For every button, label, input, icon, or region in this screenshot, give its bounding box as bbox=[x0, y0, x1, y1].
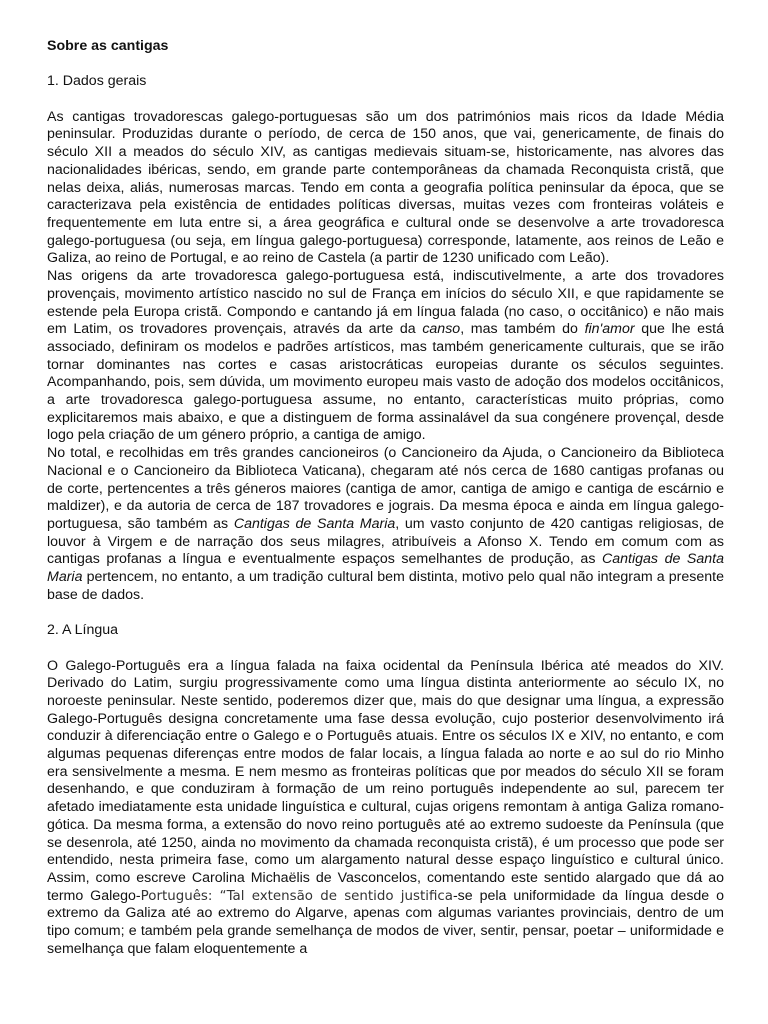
paragraph-2-text-b: , mas também do bbox=[460, 321, 585, 338]
paragraph-4-text-a: O Galego-Português era a língua falada na faixa ocidental da Península Ibérica até meados do XIV. Derivado do Latim, surgiu progressivamente como uma língua distinta anteriormente ao século IX, no noroeste peninsular. Neste sentido, poderemos dizer que, mais do que designar uma língua, a expressão Galego-Português designa concretamente uma fase dessa evolução, cujo posterior desenvolvimento irá conduzir à diferenciação entre o Galego e o Português atuais. Entre os séculos IX e XIV, no entanto, e com algumas pequenas diferenças entre modos de falar locais, a língua falada ao norte e ao sul do rio Minho era sensivelmente a mesma. E nem mesmo as fronteiras políticas que por meados do século XII se foram desenhando, e que conduziram à formação de um reino português independente ao sul, parecem ter afetado imediatamente esta unidade linguística e cultural, cujas origens remontam à antiga Galiza romano-gótica. Da mesma forma, a extensão do novo reino português até ao extremo sudoeste da Península (que se desenrola, até 1250, ainda no movimento da chamada reconquista cristã), é um processo que pode ser entendido, nesta primeira fase, como um alargamento natural desse espaço linguístico e cultural único. Assim, como escreve Carolina Michaëlis de Vasconcelos, comentando este sentido alargado que dá ao termo Galego- bbox=[47, 657, 724, 904]
document-page bbox=[47, 38, 724, 959]
paragraph-3-text-a: No total, e recolhidas em três grandes cancioneiros (o Cancioneiro da Ajuda, o Cancioneiro da Biblioteca Nacional e o Cancioneiro da Biblioteca Vaticana), chegaram até nós cerca de 1680 cantigas profanas ou de corte, pertencentes a três géneros maiores (cantiga de amor, cantiga de amigo e cantiga de escárnio e maldizer), e da autoria de cerca de 187 trovadores e jograis. Da mesma época e ainda em língua galego-portuguesa, são também as bbox=[47, 445, 724, 532]
section-heading-dados-gerais: 1. Dados gerais bbox=[47, 73, 147, 90]
paragraph-2 bbox=[47, 268, 724, 445]
paragraph-2-text-a: Nas origens da arte trovadoresca galego-portuguesa está, indiscutivelmente, a arte dos trovadores provençais, movimento artístico nascido no sul de França em inícios do século XII, e que rapidamente se estende pela Europa cristã. Compondo e cantando já em língua falada (no caso, o occitânico) e não mais em Latim, os trovadores provençais, através da arte da bbox=[47, 268, 724, 338]
paragraph-4-text-b: -se pela uniformidade da língua desde o extremo da Galiza até ao extremo do Algarve, apenas com algumas variantes provinciais, dentro de um tipo comum; e também pela grande semelhança de modos de viver, sentir, pensar, poetar – uniformidade e semelhança que falam eloquentemente a bbox=[47, 887, 725, 957]
title-cantigas-santa-maria-2: Cantigas de Santa Maria bbox=[47, 551, 724, 586]
paragraph-3-text-c: pertencem, no entanto, a um tradição cultural bem distinta, motivo pelo qual não integram a presente base de dados. bbox=[47, 569, 724, 603]
paragraph-3 bbox=[47, 445, 724, 604]
paragraph-3-text-b: , um vasto conjunto de 420 cantigas religiosas, de louvor à Virgem e de narração dos seus milagres, atribuíveis a Afonso X. Tendo em comum com as cantigas profanas a língua e eventualmente espaços semelhantes de produção, as bbox=[47, 515, 724, 568]
paragraph-2-text-c: que lhe está associado, definiram os modelos e padrões artísticos, mas também genericamente culturais, que se irão tornar dominantes nas cortes e casas aristocráticas europeias durante os séculos seguintes. Acompanhando, pois, sem dúvida, um movimento europeu mais vasto de adoção dos modelos occitânicos, a arte trovadoresca galego-portuguesa assume, no entanto, características muito próprias, como explicitaremos mais abaixo, e que a distinguem de forma assinalável da sua congénere provençal, desde logo pela criação de um género próprio, a cantiga de amigo. bbox=[47, 321, 724, 444]
title-cantigas-santa-maria: Cantigas de Santa Maria bbox=[233, 515, 396, 532]
document-title: Sobre as cantigas bbox=[47, 38, 169, 54]
paragraph-4 bbox=[47, 658, 724, 959]
paragraph-1 bbox=[47, 109, 724, 268]
term-canso: canso bbox=[422, 321, 461, 338]
paragraph-1-text: As cantigas trovadorescas galego-portuguesas são um dos patrimónios mais ricos da Idade Média peninsular. Produzidas durante o período, de cerca de 150 anos, que vai, genericamente, de finais do século XII a meados do século XIV, as cantigas medievais situam-se, historicamente, nas alvores das nacionalidades ibéricas, sendo, em grande parte contemporâneas da chamada Reconquista cristã, que nelas deixa, aliás, numerosas marcas. Tendo em conta a geografia política peninsular da época, que se caracterizava pela existência de entidades políticas diversas, muitas vezes com fronteiras voláteis e frequentemente em luta entre si, a área geográfica e cultural onde se desenvolve a arte trovadoresca galego-portuguesa (ou seja, em língua galego-portuguesa) corresponde, latamente, aos reinos de Leão e Galiza, ao reino de Portugal, e ao reino de Castela (a partir de 1230 unificado com Leão). bbox=[47, 108, 724, 267]
term-finamor: fin'amor bbox=[584, 321, 635, 338]
section-heading-a-lingua: 2. A Língua bbox=[47, 622, 119, 639]
quote-fragment: Português: “Tal extensão de sentido justifica bbox=[140, 888, 453, 904]
